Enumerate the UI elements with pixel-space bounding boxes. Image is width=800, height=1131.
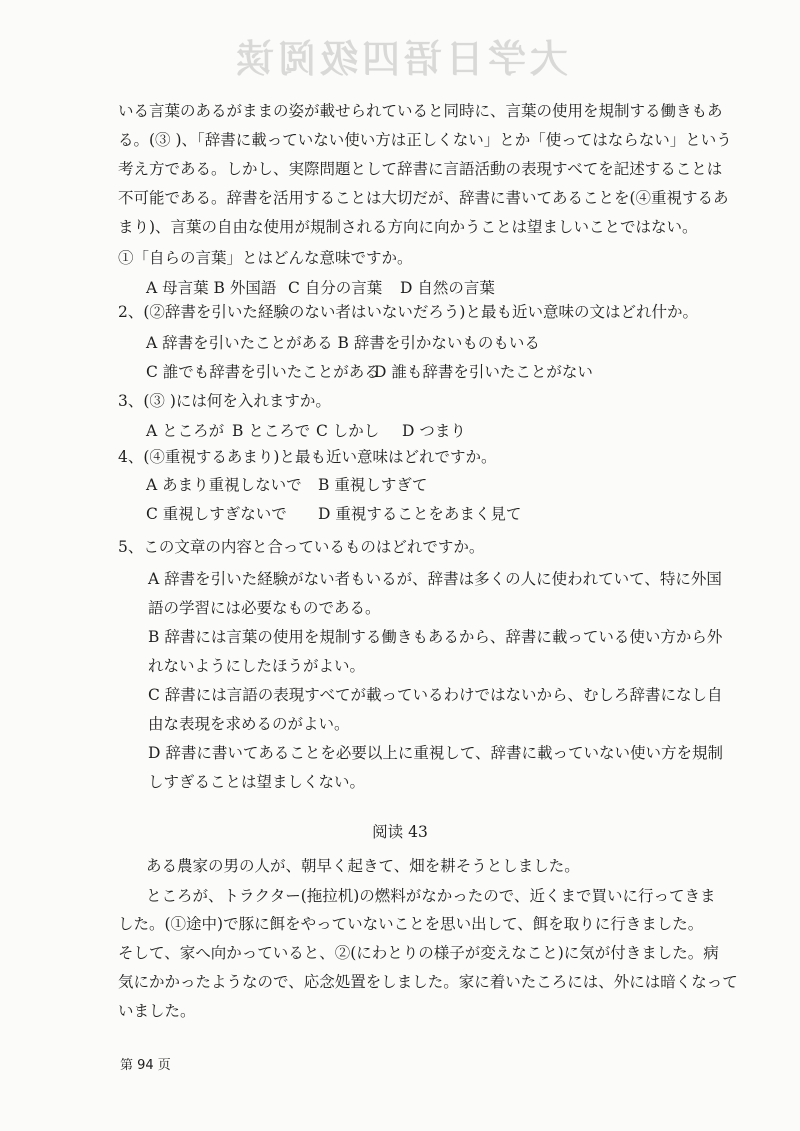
section-title: 阅读 43 (372, 823, 428, 841)
answer-option: C 自分の言葉 (288, 279, 383, 297)
passage-line: いる言葉のあるがままの姿が載せられていると同時に、言葉の使用を規制する働きもあ (118, 102, 723, 120)
answer-option: A 辞書を引いたことがある B 辞書を引かないものもいる (146, 334, 540, 352)
answer-option: C 誰でも辞書を引いたことがある (146, 363, 380, 381)
passage-line: る。(③ )、「辞書に載っていない使い方は正しくない」とか「使ってはならない」という (118, 131, 732, 149)
answer-option: C 辞書には言語の表現すべてが載っているわけではないから、むしろ辞書になし自 (148, 686, 723, 704)
passage-line: まり)、言葉の自由な使用が規制される方向に向かうことは望ましいことではない。 (118, 218, 698, 236)
answer-option: A 母言葉 B 外国語 (146, 279, 277, 297)
answer-option: D 重視することをあまく見て (318, 505, 522, 523)
passage-line: いました。 (118, 1002, 196, 1020)
answer-option: B 辞書には言葉の使用を規制する働きもあるから、辞書に載っている使い方から外 (148, 628, 723, 646)
answer-option: 由な表現を求めるのがよい。 (148, 715, 350, 733)
question-stem: 3、(③ )には何を入れますか。 (118, 392, 331, 410)
answer-option: れないようにしたほうがよい。 (148, 657, 366, 675)
passage-line: そして、家へ向かっていると、②(にわとりの様子が変えなこと)に気が付きました。病 (118, 944, 719, 962)
question-stem: 5、この文章の内容と合っているものはどれですか。 (118, 538, 485, 556)
passage-line: した。(①途中)で豚に餌をやっていないことを思い出して、餌を取りに行きました。 (118, 915, 704, 933)
passage-line: ある農家の男の人が、朝早く起きて、畑を耕そうとしました。 (146, 857, 580, 875)
question-stem: 4、(④重視するあまり)と最も近い意味はどれですか。 (118, 448, 497, 466)
answer-option: D 誰も辞書を引いたことがない (374, 363, 593, 381)
answer-option: D つまり (402, 422, 466, 440)
answer-option: しすぎることは望ましくない。 (148, 773, 366, 791)
answer-option: 語の学習には必要なものである。 (148, 599, 381, 617)
answer-option: C しかし (316, 422, 380, 440)
answer-option: A ところが (146, 422, 225, 440)
passage-line: 気にかかったようなので、応念処置をしました。家に着いたころには、外には暗くなって (118, 973, 738, 991)
question-stem: ①「自らの言葉」とはどんな意味ですか。 (118, 249, 413, 267)
answer-option: B ところで (232, 422, 311, 440)
passage-line: ところが、トラクター(拖拉机)の燃料がなかったので、近くまで買いに行ってきま (146, 887, 716, 905)
answer-option: D 自然の言葉 (400, 279, 495, 297)
question-stem: 2、(②辞書を引いた経験のない者はいないだろう)と最も近い意味の文はどれ什か。 (118, 303, 698, 321)
page-number: 第 94 页 (120, 1058, 171, 1073)
answer-option: B 重視しすぎて (318, 476, 428, 494)
bleed-through-header: 大学日语四级阅读 (232, 37, 569, 81)
passage-line: 考え方である。しかし、実際問題として辞書に言語活動の表現すべてを記述することは (118, 160, 723, 178)
answer-option: C 重視しすぎないで (146, 505, 287, 523)
answer-option: A あまり重視しないで (146, 476, 302, 494)
answer-option: D 辞書に書いてあることを必要以上に重視して、辞書に載っていない使い方を規制 (148, 744, 724, 762)
passage-line: 不可能である。辞書を活用することは大切だが、辞書に書いてあることを(④重視するあ (118, 189, 729, 207)
answer-option: A 辞書を引いた経験がない者もいるが、辞書は多くの人に使われていて、特に外国 (148, 570, 722, 588)
